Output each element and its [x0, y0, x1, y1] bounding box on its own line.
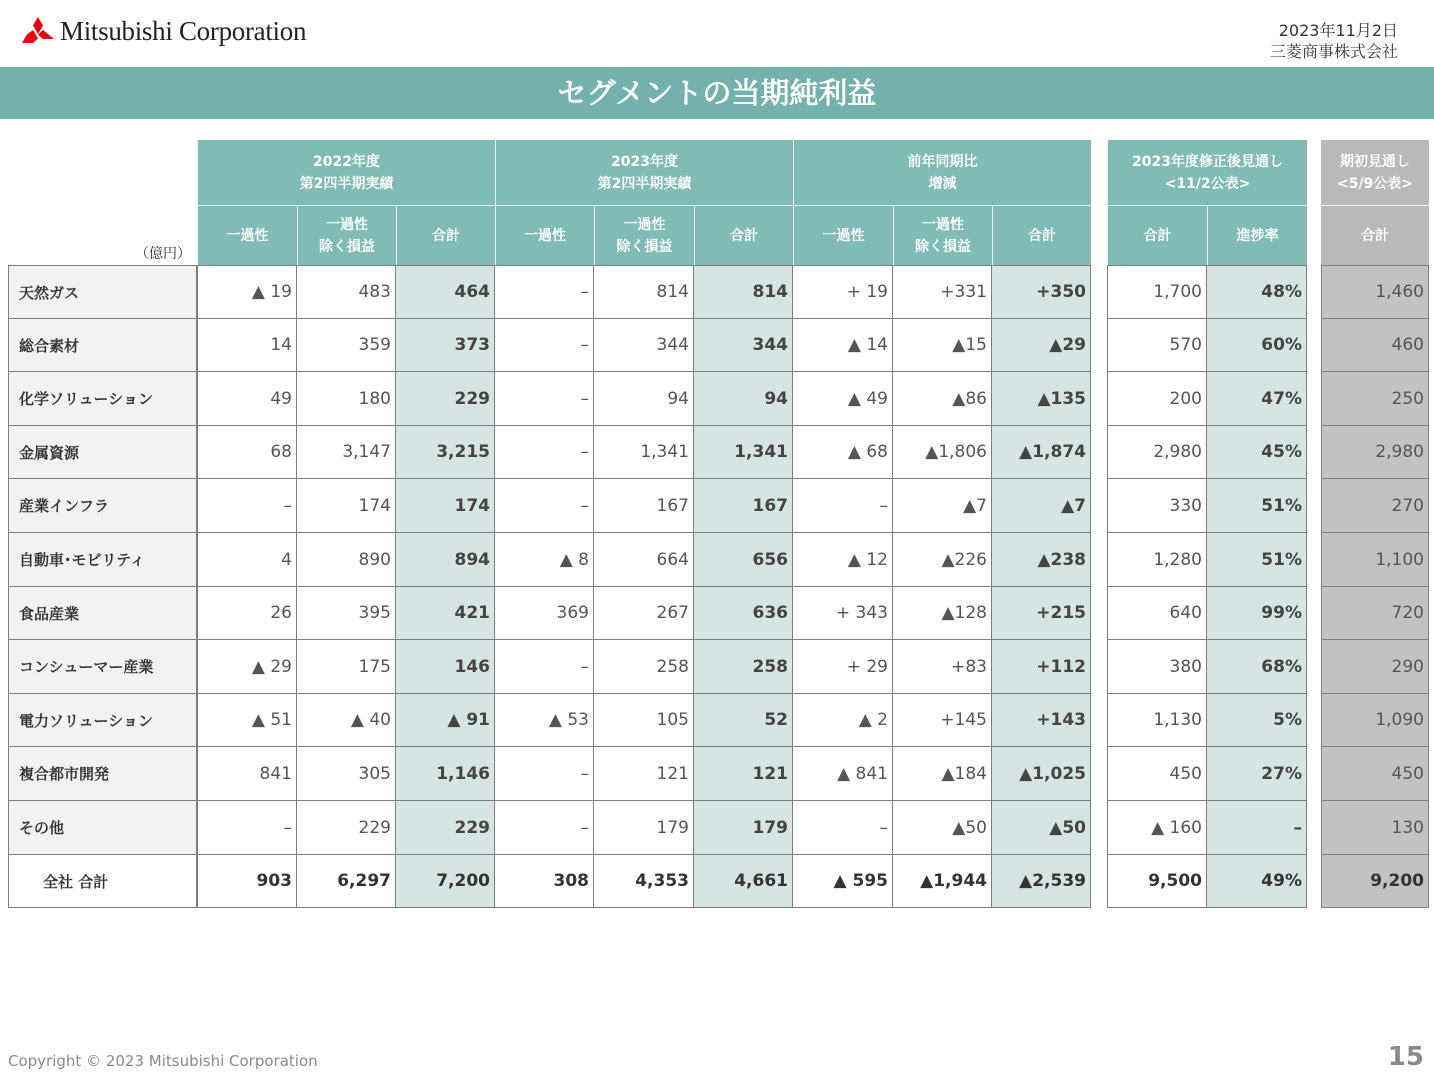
table-cell: 1,090 — [1321, 694, 1429, 747]
table-cell: 1,280 — [1107, 533, 1207, 587]
table-cell: – — [197, 479, 297, 533]
table-cell: ▲ 53 — [495, 694, 594, 747]
table-cell: ▲1,806 — [893, 426, 992, 479]
table-cell: – — [1207, 801, 1307, 855]
table-cell: 48% — [1207, 265, 1307, 319]
table-cell: – — [495, 426, 594, 479]
table-cell: ▲50 — [893, 801, 992, 855]
table-cell: 146 — [396, 640, 495, 694]
segment-name: 複合都市開発 — [8, 747, 197, 801]
table-cell: 5% — [1207, 694, 1307, 747]
table-cell: – — [793, 801, 893, 855]
table-cell: 267 — [594, 587, 694, 640]
table-cell: 179 — [694, 801, 793, 855]
table-cell: 640 — [1107, 587, 1207, 640]
date-block — [1270, 20, 1398, 62]
table-cell: 369 — [495, 587, 594, 640]
table-cell: 179 — [594, 801, 694, 855]
table-cell: ▲15 — [893, 319, 992, 372]
table-cell: 47% — [1207, 372, 1307, 426]
table-cell: 174 — [396, 479, 495, 533]
table-cell: 421 — [396, 587, 495, 640]
table-cell: 7,200 — [396, 855, 495, 908]
table-cell: ▲1,944 — [893, 855, 992, 908]
table-cell: – — [495, 265, 594, 319]
column-header: 一過性 除く損益 — [594, 205, 694, 265]
table-cell: 359 — [297, 319, 396, 372]
copyright: Copyright © 2023 Mitsubishi Corporation — [8, 1052, 318, 1070]
table-cell: 68% — [1207, 640, 1307, 694]
table-cell: ▲ 841 — [793, 747, 893, 801]
table-cell: 450 — [1107, 747, 1207, 801]
table-cell: 720 — [1321, 587, 1429, 640]
table-cell: 130 — [1321, 801, 1429, 855]
table-cell: – — [495, 801, 594, 855]
table-cell: 1,100 — [1321, 533, 1429, 587]
table-cell: ▲ 49 — [793, 372, 893, 426]
table-cell: +215 — [992, 587, 1091, 640]
table-cell: 167 — [694, 479, 793, 533]
table-cell: ▲ 91 — [396, 694, 495, 747]
table-cell: 175 — [297, 640, 396, 694]
table-cell: 121 — [594, 747, 694, 801]
segment-name: 天然ガス — [8, 265, 197, 319]
table-cell: ▲1,025 — [992, 747, 1091, 801]
table-cell: 656 — [694, 533, 793, 587]
table-cell: + 343 — [793, 587, 893, 640]
column-header: 合計 — [992, 205, 1091, 265]
table-cell: ▲ 68 — [793, 426, 893, 479]
segment-name: コンシューマー産業 — [8, 640, 197, 694]
table-cell: 94 — [594, 372, 694, 426]
segment-name: その他 — [8, 801, 197, 855]
group-header: 2023年度 第2四半期実績 — [495, 140, 793, 205]
table-cell: 9,500 — [1107, 855, 1207, 908]
table-cell: 174 — [297, 479, 396, 533]
table-cell: ▲128 — [893, 587, 992, 640]
table-cell: – — [793, 479, 893, 533]
table-cell: +83 — [893, 640, 992, 694]
column-header: 一過性 除く損益 — [893, 205, 992, 265]
segment-name: 電力ソリューション — [8, 694, 197, 747]
column-header: 一過性 — [495, 205, 594, 265]
table-cell: 3,215 — [396, 426, 495, 479]
segment-name: 化学ソリューション — [8, 372, 197, 426]
table-cell: 1,700 — [1107, 265, 1207, 319]
table-cell: – — [495, 319, 594, 372]
table-cell: 1,146 — [396, 747, 495, 801]
table-cell: 49% — [1207, 855, 1307, 908]
table-cell: 180 — [297, 372, 396, 426]
table-cell: 26 — [197, 587, 297, 640]
company-name: Mitsubishi Corporation — [60, 16, 307, 46]
table-cell: 105 — [594, 694, 694, 747]
table-cell: ▲ 12 — [793, 533, 893, 587]
table-cell: 229 — [297, 801, 396, 855]
table-cell: +145 — [893, 694, 992, 747]
table-cell: 664 — [594, 533, 694, 587]
table-cell: 290 — [1321, 640, 1429, 694]
table-cell: + 19 — [793, 265, 893, 319]
table-cell: 250 — [1321, 372, 1429, 426]
table-cell: 2,980 — [1321, 426, 1429, 479]
table-cell: 258 — [694, 640, 793, 694]
segment-name: 全社 合計 — [8, 855, 197, 908]
table-cell: +331 — [893, 265, 992, 319]
table-cell: 2,980 — [1107, 426, 1207, 479]
table-cell: 894 — [396, 533, 495, 587]
table-cell: 167 — [594, 479, 694, 533]
table-cell: +112 — [992, 640, 1091, 694]
table-cell: 94 — [694, 372, 793, 426]
table-cell: ▲ 160 — [1107, 801, 1207, 855]
group-header: 2022年度 第2四半期実績 — [197, 140, 495, 205]
table-cell: 27% — [1207, 747, 1307, 801]
table-cell: 52 — [694, 694, 793, 747]
table-cell: ▲ 51 — [197, 694, 297, 747]
table-cell: ▲2,539 — [992, 855, 1091, 908]
table-cell: 483 — [297, 265, 396, 319]
table-cell: 305 — [297, 747, 396, 801]
table-cell: 460 — [1321, 319, 1429, 372]
table-cell: ▲ 8 — [495, 533, 594, 587]
table-cell: +350 — [992, 265, 1091, 319]
table-cell: 308 — [495, 855, 594, 908]
table-cell: 814 — [694, 265, 793, 319]
group-header: 期初見通し <5/9公表> — [1321, 140, 1429, 205]
table-cell: 373 — [396, 319, 495, 372]
three-diamonds-icon — [22, 17, 54, 47]
page-number: 15 — [1387, 1042, 1424, 1072]
table-cell: 330 — [1107, 479, 1207, 533]
table-cell: – — [495, 479, 594, 533]
table-cell: ▲7 — [992, 479, 1091, 533]
table-cell: 51% — [1207, 533, 1307, 587]
segment-name: 食品産業 — [8, 587, 197, 640]
column-header: 一過性 除く損益 — [297, 205, 396, 265]
table-cell: 636 — [694, 587, 793, 640]
table-cell: 903 — [197, 855, 297, 908]
table-cell: 450 — [1321, 747, 1429, 801]
table-cell: – — [197, 801, 297, 855]
table-cell: ▲50 — [992, 801, 1091, 855]
table-cell: 814 — [594, 265, 694, 319]
segment-name: 自動車･モビリティ — [8, 533, 197, 587]
table-cell: – — [495, 747, 594, 801]
table-cell: 1,341 — [594, 426, 694, 479]
table-cell: 1,341 — [694, 426, 793, 479]
column-header: 合計 — [396, 205, 495, 265]
company-logo — [22, 16, 306, 47]
table-cell: – — [495, 640, 594, 694]
company-name-jp: 三菱商事株式会社 — [1269, 42, 1398, 61]
table-cell: 68 — [197, 426, 297, 479]
column-header: 一過性 — [793, 205, 893, 265]
table-cell: 121 — [694, 747, 793, 801]
table-cell: – — [495, 372, 594, 426]
table-cell: +143 — [992, 694, 1091, 747]
table-cell: 49 — [197, 372, 297, 426]
table-cell: 60% — [1207, 319, 1307, 372]
table-cell: + 29 — [793, 640, 893, 694]
table-cell: 14 — [197, 319, 297, 372]
table-cell: 1,460 — [1321, 265, 1429, 319]
table-cell: ▲238 — [992, 533, 1091, 587]
table-cell: 258 — [594, 640, 694, 694]
table-cell: 9,200 — [1321, 855, 1429, 908]
table-cell: ▲29 — [992, 319, 1091, 372]
table-cell: ▲86 — [893, 372, 992, 426]
table-cell: ▲184 — [893, 747, 992, 801]
table-cell: 395 — [297, 587, 396, 640]
table-cell: 200 — [1107, 372, 1207, 426]
column-header: 合計 — [1321, 205, 1429, 265]
table-cell: ▲226 — [893, 533, 992, 587]
table-cell: 45% — [1207, 426, 1307, 479]
table-cell: 51% — [1207, 479, 1307, 533]
unit-label: （億円） — [135, 246, 191, 262]
table-cell: ▲ 40 — [297, 694, 396, 747]
column-header: 一過性 — [197, 205, 297, 265]
segment-name: 総合素材 — [8, 319, 197, 372]
table-cell: ▲1,874 — [992, 426, 1091, 479]
table-cell: ▲ 14 — [793, 319, 893, 372]
table-cell: ▲ 2 — [793, 694, 893, 747]
table-cell: 344 — [594, 319, 694, 372]
table-cell: 890 — [297, 533, 396, 587]
table-cell: 229 — [396, 372, 495, 426]
table-cell: 3,147 — [297, 426, 396, 479]
segment-name: 金属資源 — [8, 426, 197, 479]
table-cell: 570 — [1107, 319, 1207, 372]
table-cell: ▲ 595 — [793, 855, 893, 908]
table-cell: ▲7 — [893, 479, 992, 533]
segment-name: 産業インフラ — [8, 479, 197, 533]
column-header: 合計 — [1107, 205, 1207, 265]
column-header: 合計 — [694, 205, 793, 265]
table-cell: 464 — [396, 265, 495, 319]
table-cell: 344 — [694, 319, 793, 372]
table-cell: 6,297 — [297, 855, 396, 908]
group-header: 2023年度修正後見通し <11/2公表> — [1107, 140, 1307, 205]
table-cell: 4 — [197, 533, 297, 587]
table-cell: 1,130 — [1107, 694, 1207, 747]
table-cell: 99% — [1207, 587, 1307, 640]
page-title: セグメントの当期純利益 — [0, 67, 1434, 119]
table-cell: 380 — [1107, 640, 1207, 694]
table-cell: 4,353 — [594, 855, 694, 908]
table-cell: 841 — [197, 747, 297, 801]
report-date: 2023年11月2日 — [1278, 21, 1398, 40]
table-cell: 270 — [1321, 479, 1429, 533]
table-cell: 229 — [396, 801, 495, 855]
table-cell: ▲ 29 — [197, 640, 297, 694]
table-cell: ▲135 — [992, 372, 1091, 426]
table-cell: ▲ 19 — [197, 265, 297, 319]
column-header: 進捗率 — [1207, 205, 1307, 265]
table-cell: 4,661 — [694, 855, 793, 908]
group-header: 前年同期比 増減 — [793, 140, 1091, 205]
